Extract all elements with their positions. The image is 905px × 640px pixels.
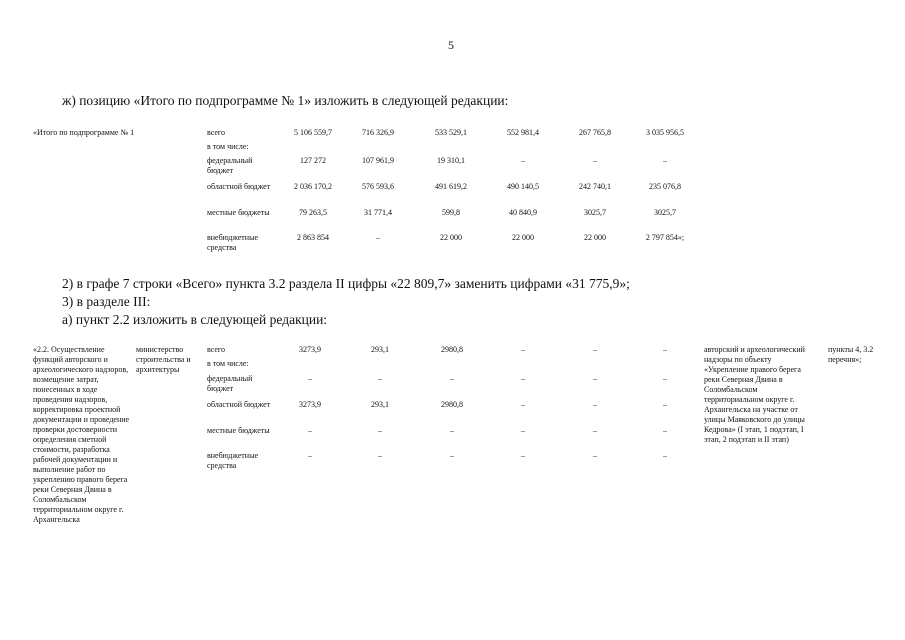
table-cell: 22 000 [440,233,462,242]
page-number: 5 [448,38,454,52]
table-cell: – [593,156,597,165]
table-cell: 267 765,8 [579,128,611,137]
table-cell: – [450,451,454,460]
table-cell: 5 106 559,7 [294,128,332,137]
row-label: в том числе: [207,142,249,151]
table-cell: 235 076,8 [649,182,681,191]
row-label: местные бюджеты [207,208,270,217]
row-label: областной бюджет [207,182,271,191]
row-label: внебюджетные средства [207,233,258,252]
paragraph-2: 2) в графе 7 строки «Всего» пункта 3.2 раздела II цифры «22 809,7» заменить цифрами «31 775,9»; [62,276,630,291]
table-cell: – [376,233,380,242]
table-cell: – [521,156,525,165]
table-cell: – [308,374,312,383]
table-cell: 40 840,9 [509,208,537,217]
table-cell: – [378,451,382,460]
table-cell: 2 863 854 [297,233,329,242]
table-cell: – [593,345,597,354]
paragraph-g: ж) позицию «Итого по подпрограмме № 1» изложить в следующей редакции: [62,93,509,108]
row-label: всего [207,128,226,137]
table-cell: 22 000 [584,233,606,242]
table-cell: 3273,9 [299,345,321,354]
table1-title: «Итого по подпрограмме № 1 [33,128,135,137]
table-cell: – [450,374,454,383]
table-cell: 576 593,6 [362,182,394,191]
row-label: внебюджетные средства [207,451,258,470]
table-cell: – [593,374,597,383]
table-cell: – [378,426,382,435]
table-cell: 2980,8 [441,400,463,409]
table-cell: – [450,426,454,435]
table-cell: – [663,374,667,383]
table-cell: 31 771,4 [364,208,392,217]
table-cell: – [308,451,312,460]
table-cell: 127 272 [300,156,326,165]
table2-executor: министерство строительства и архитектуры [136,345,191,374]
table-cell: – [521,374,525,383]
table-cell: 19 310,1 [437,156,465,165]
table-cell: 293,1 [371,345,389,354]
table-cell: – [663,156,667,165]
row-label: областной бюджет [207,400,271,409]
row-label: федеральный бюджет [207,374,253,393]
table-cell: – [521,451,525,460]
table-cell: 533 529,1 [435,128,467,137]
table-cell: – [308,426,312,435]
row-label: в том числе: [207,359,249,368]
row-label: местные бюджеты [207,426,270,435]
table-cell: 293,1 [371,400,389,409]
table-cell: 2 797 854»; [645,233,685,242]
table-cell: – [593,451,597,460]
paragraph-3: 3) в разделе III: [62,294,151,309]
table-cell: 3273,9 [299,400,321,409]
table-cell: 490 140,5 [507,182,539,191]
table-cell: 3025,7 [584,208,606,217]
table-cell: – [663,345,667,354]
table-cell: 552 981,4 [507,128,539,137]
table-cell: 491 619,2 [435,182,467,191]
table2-reference: пункты 4, 3.2 перечня»; [828,345,874,364]
table-cell: 79 263,5 [299,208,327,217]
table-cell: – [663,400,667,409]
table-cell: – [593,426,597,435]
row-label: федеральный бюджет [207,156,253,175]
row-label: всего [207,345,226,354]
table-cell: – [521,345,525,354]
table-cell: – [521,426,525,435]
table-cell: 2980,8 [441,345,463,354]
table-cell: 599,8 [442,208,460,217]
paragraph-3a: а) пункт 2.2 изложить в следующей редакции: [62,312,328,327]
table-cell: – [521,400,525,409]
table-cell: 2 036 170,2 [294,182,332,191]
table-cell: 716 326,9 [362,128,394,137]
table-cell: – [663,451,667,460]
table-cell: – [593,400,597,409]
table2-result: авторский и археологический надзоры по объекту «Укрепление правого берега реки Северная Двина в Соломбальском территориальном округе г. Архангельска на участке от улицы Маяковского до улицы Кедрова» (I этап, 1 подэтап, I этап, 2 подэтап и II этап) [704,345,805,444]
table-cell: 3 035 956,5 [646,128,684,137]
table-cell: 22 000 [512,233,534,242]
table-cell: – [663,426,667,435]
table-cell: 3025,7 [654,208,676,217]
table-cell: – [378,374,382,383]
table2-activity-name: «2.2. Осуществление функций авторского и археологического надзоров, возмещение затрат, понесенных в ходе проведения надзоров, корректировка проектной документации и проведение проверки достоверности определения сметной стоимости, разработка рабочей документации и выполнение работ по укреплению правого берега реки Северная Двина в Соломбальском территориальном округе г. Архангельска [33,345,130,524]
table-cell: 107 961,9 [362,156,394,165]
table-cell: 242 740,1 [579,182,611,191]
